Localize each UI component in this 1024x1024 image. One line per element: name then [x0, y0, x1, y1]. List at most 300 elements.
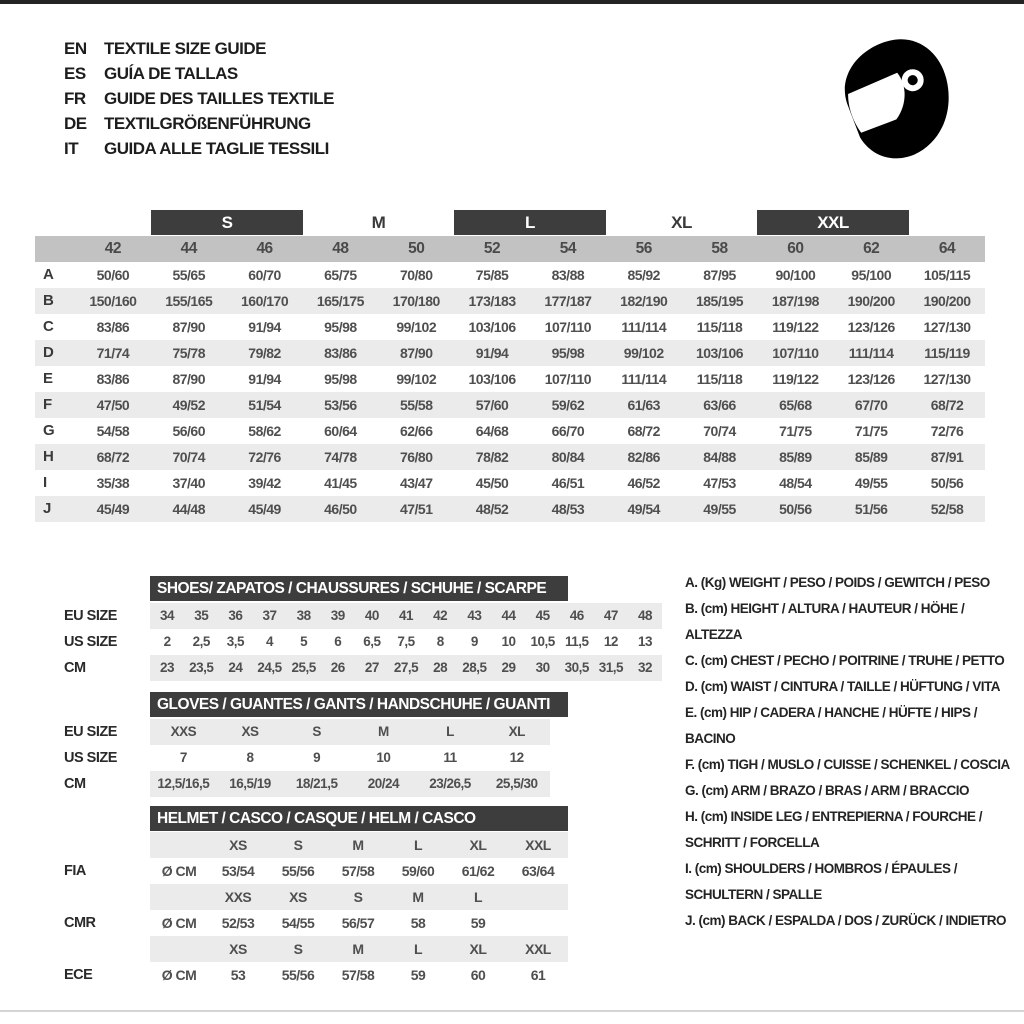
helmet-value: 58 [410, 915, 426, 931]
measure-value: 185/195 [695, 293, 744, 309]
measure-value: 56/60 [172, 423, 206, 439]
measure-value: 60/70 [248, 267, 281, 283]
measure-value: 46/51 [551, 475, 585, 491]
measure-value: 48/54 [779, 475, 812, 491]
measure-value: 177/187 [544, 293, 592, 309]
measure-value: 39/42 [248, 475, 281, 491]
size-number: 42 [104, 240, 122, 257]
gloves-value: 11 [443, 750, 457, 765]
measure-value: 127/130 [923, 371, 971, 387]
measure-value: 91/94 [248, 371, 281, 387]
measure-value: 99/102 [623, 345, 664, 361]
measure-value: 70/74 [703, 423, 736, 439]
measure-value: 173/183 [468, 293, 516, 309]
measure-row [35, 496, 985, 522]
measure-value: 119/122 [772, 371, 819, 387]
row-letter: F [43, 396, 53, 413]
helmet-value: 61 [530, 967, 546, 983]
gloves-value: 12 [509, 750, 524, 765]
shoes-value: 47 [603, 608, 618, 623]
measure-value: 150/160 [89, 293, 137, 309]
measure-value: 103/106 [468, 371, 516, 387]
measure-value: 49/54 [627, 501, 660, 517]
measure-row [35, 262, 985, 288]
helmet-value [508, 910, 568, 936]
helmet-value: 59 [470, 915, 486, 931]
helmet-value: 59/60 [401, 863, 435, 879]
measure-value: 115/118 [696, 371, 743, 387]
shoes-value: 3,5 [226, 634, 244, 649]
gloves-labels [64, 719, 117, 797]
gloves-row [150, 771, 550, 797]
shoes-value: 28 [433, 660, 448, 675]
shoes-value: 35 [194, 608, 209, 623]
measure-value: 41/45 [324, 475, 357, 491]
helmet-size: S [353, 889, 363, 905]
measure-value: 44/48 [172, 501, 206, 517]
shoes-value: 9 [470, 634, 478, 649]
language-title: TEXTILGRÖßENFÜHRUNG [104, 114, 311, 133]
measure-value: 99/102 [396, 319, 437, 335]
measure-value: 65/75 [324, 267, 357, 283]
measure-value: 55/58 [399, 397, 433, 413]
language-row [64, 36, 334, 61]
helmet-size: S [293, 837, 303, 853]
gloves-row [150, 719, 550, 745]
shoes-value: 30,5 [564, 660, 589, 675]
measure-value: 63/66 [703, 397, 736, 413]
measure-value: 91/94 [248, 319, 281, 335]
size-number: 58 [711, 240, 728, 257]
shoes-value: 45 [535, 608, 550, 623]
size-group-xxl: XXL [757, 210, 909, 235]
diameter-unit-label: Ø CM [161, 863, 197, 879]
top-border-line [0, 0, 1024, 4]
helmet-size: S [293, 941, 303, 957]
measure-value: 54/58 [96, 423, 130, 439]
measure-value: 47/51 [399, 501, 433, 517]
shoes-row-label: EU SIZE [64, 608, 117, 624]
measure-value: 83/86 [96, 371, 130, 387]
measure-value: 72/76 [248, 449, 281, 465]
measure-value: 91/94 [475, 345, 509, 361]
measure-value: 105/115 [923, 267, 971, 283]
shoes-section-title: SHOES/ ZAPATOS / CHAUSSURES / SCHUHE / SCARPE [150, 576, 568, 601]
measure-value: 70/74 [172, 449, 206, 465]
helmet-value: 55/56 [281, 967, 315, 983]
measure-value: 95/98 [324, 319, 357, 335]
shoes-value: 46 [569, 608, 584, 623]
measure-value: 85/89 [779, 449, 812, 465]
language-code: FR [64, 89, 86, 108]
measure-value: 45/50 [475, 475, 509, 491]
measure-value: 71/75 [779, 423, 812, 439]
helmet-standard-label: FIA [64, 863, 86, 879]
gloves-value: 10 [376, 750, 391, 765]
unit-spacer [150, 884, 208, 910]
helmet-value: 56/57 [341, 915, 375, 931]
helmet-size: M [352, 941, 364, 957]
measure-value: 49/55 [854, 475, 888, 491]
measurement-legend [685, 570, 1015, 934]
shoes-value: 43 [467, 608, 482, 623]
size-number: 62 [863, 240, 880, 257]
shoes-row-label: US SIZE [64, 634, 117, 650]
measure-row [35, 444, 985, 470]
helmet-size-row [150, 884, 568, 910]
measure-value: 59/62 [551, 397, 585, 413]
measure-value: 51/56 [854, 501, 888, 517]
helmet-size: XXL [525, 941, 551, 957]
measure-value: 103/106 [695, 345, 744, 361]
gloves-value: L [446, 724, 454, 739]
language-code: DE [64, 114, 87, 133]
measure-value: 111/114 [848, 345, 894, 361]
measure-value: 48/52 [475, 501, 509, 517]
measure-value: 107/110 [772, 345, 819, 361]
measure-value: 190/200 [847, 293, 895, 309]
language-code: IT [64, 139, 79, 158]
helmet-size: XL [469, 837, 487, 853]
shoes-value: 40 [364, 608, 379, 623]
helmet-value: 52/53 [221, 915, 255, 931]
gloves-value: XS [241, 724, 259, 739]
helmet-value-row [150, 858, 568, 884]
helmet-rows [150, 832, 568, 988]
bottom-border-line [0, 1010, 1024, 1012]
measure-value: 52/58 [930, 501, 964, 517]
measure-row [35, 288, 985, 314]
shoes-value: 24,5 [257, 660, 282, 675]
measure-value: 87/90 [172, 319, 206, 335]
measure-value: 190/200 [923, 293, 971, 309]
measure-value: 58/62 [248, 423, 281, 439]
gloves-value: 7 [179, 750, 187, 765]
measure-value: 75/78 [172, 345, 206, 361]
measure-row [35, 340, 985, 366]
size-group-header [35, 210, 985, 236]
measure-value: 37/40 [172, 475, 206, 491]
size-number: 60 [787, 240, 804, 257]
language-list [64, 36, 334, 161]
measure-value: 80/84 [551, 449, 585, 465]
shoes-value: 42 [433, 608, 448, 623]
measure-value: 165/175 [316, 293, 364, 309]
shoes-value: 29 [501, 660, 516, 675]
measure-value: 50/56 [930, 475, 964, 491]
shoes-value: 7,5 [397, 634, 415, 649]
measure-value: 62/66 [399, 423, 433, 439]
shoes-value: 10 [501, 634, 516, 649]
size-number: 46 [256, 240, 273, 257]
helmet-standard-label: ECE [64, 967, 93, 983]
measure-value: 46/52 [627, 475, 660, 491]
language-title: TEXTILE SIZE GUIDE [104, 39, 266, 58]
measure-value: 119/122 [772, 319, 819, 335]
shoes-row [150, 655, 662, 681]
shoes-value: 6 [334, 634, 342, 649]
measure-value: 49/55 [703, 501, 736, 517]
helmet-size: L [473, 889, 483, 905]
measure-value: 74/78 [324, 449, 357, 465]
measure-value: 87/90 [172, 371, 206, 387]
shoes-value: 27,5 [393, 660, 419, 675]
helmet-value: 53 [230, 967, 246, 983]
helmet-size: L [413, 837, 423, 853]
measure-value: 85/89 [854, 449, 888, 465]
measure-value: 49/52 [172, 397, 206, 413]
shoes-value: 27 [364, 660, 379, 675]
helmet-value: 55/56 [281, 863, 315, 879]
legend-item: F. (cm) TIGH / MUSLO / CUISSE / SCHENKEL / COSCIA [685, 757, 1010, 772]
shoes-value: 6,5 [363, 634, 381, 649]
measure-row [35, 470, 985, 496]
size-group-xl: XL [671, 213, 692, 232]
gloves-rows [150, 719, 550, 797]
language-row [64, 86, 334, 111]
measure-value: 60/64 [324, 423, 357, 439]
gloves-section-title: GLOVES / GUANTES / GANTS / HANDSCHUHE / GUANTI [150, 692, 568, 717]
measure-value: 50/56 [779, 501, 812, 517]
measure-row [35, 418, 985, 444]
size-number: 52 [483, 240, 501, 257]
helmet-size: L [413, 941, 423, 957]
measure-value: 68/72 [627, 423, 660, 439]
gloves-value: 9 [313, 750, 321, 765]
gloves-row [150, 745, 550, 771]
helmet-size: XXL [525, 837, 551, 853]
helmet-size: XL [469, 941, 487, 957]
helmet-value: 53/54 [221, 863, 255, 879]
shoes-value: 2 [163, 634, 171, 649]
size-number: 64 [938, 240, 956, 257]
helmet-value-row [150, 962, 568, 988]
shoes-value: 28,5 [462, 660, 487, 675]
measure-value: 87/90 [399, 345, 433, 361]
shoes-value: 38 [296, 608, 311, 623]
gloves-row-label: CM [64, 776, 86, 792]
measure-value: 87/95 [703, 267, 736, 283]
language-title: GUIDA ALLE TAGLIE TESSILI [104, 139, 329, 158]
shoes-value: 2,5 [192, 634, 210, 649]
shoes-value: 24 [228, 660, 243, 675]
language-title: GUÍA DE TALLAS [104, 64, 238, 83]
measure-value: 48/53 [551, 501, 585, 517]
measure-value: 78/82 [475, 449, 509, 465]
measure-value: 47/53 [703, 475, 736, 491]
gloves-value: 20/24 [367, 776, 399, 791]
measure-row [35, 314, 985, 340]
language-row [64, 111, 334, 136]
shoes-value: 39 [330, 608, 345, 623]
measure-value: 79/82 [248, 345, 281, 361]
helmet-size: XXS [224, 889, 252, 905]
language-code: ES [64, 64, 86, 83]
legend-item: J. (cm) BACK / ESPALDA / DOS / ZURÜCK / INDIETRO [685, 913, 1007, 928]
legend-item: C. (cm) CHEST / PECHO / POITRINE / TRUHE / PETTO [685, 653, 1005, 668]
measure-value: 70/80 [399, 267, 433, 283]
measure-value: 65/68 [779, 397, 812, 413]
unit-spacer [150, 832, 208, 858]
helmet-value: 61/62 [461, 863, 495, 879]
language-row [64, 136, 334, 161]
helmet-size-row [150, 832, 568, 858]
shoes-value: 23,5 [189, 660, 214, 675]
size-group-m: M [371, 213, 386, 232]
shoes-value: 12 [603, 634, 618, 649]
main-size-table [35, 210, 985, 522]
measure-value: 68/72 [96, 449, 130, 465]
size-number-row [35, 236, 985, 262]
measure-value: 67/70 [854, 397, 888, 413]
legend-item: H. (cm) INSIDE LEG / ENTREPIERNA / FOURCHE / SCHRITT / FORCELLA [685, 809, 983, 850]
measure-value: 123/126 [847, 319, 895, 335]
shoes-value: 44 [501, 608, 516, 623]
shoes-value: 8 [436, 634, 444, 649]
row-letter: B [43, 292, 54, 309]
measure-value: 51/54 [248, 397, 281, 413]
shoes-value: 48 [638, 608, 653, 623]
shoes-value: 37 [262, 608, 277, 623]
shoes-value: 13 [638, 634, 653, 649]
helmet-size-row [150, 936, 568, 962]
shoes-value: 26 [330, 660, 345, 675]
gloves-row-label: US SIZE [64, 750, 117, 766]
measure-value: 187/198 [771, 293, 819, 309]
measure-value: 123/126 [847, 371, 895, 387]
shoes-row-label: CM [64, 660, 86, 676]
legend-item: E. (cm) HIP / CADERA / HANCHE / HÜFTE / HIPS / BACINO [685, 705, 978, 746]
shoes-value: 34 [160, 608, 175, 623]
diameter-unit-label: Ø CM [161, 915, 197, 931]
measure-value: 182/190 [620, 293, 668, 309]
measure-value: 35/38 [96, 475, 130, 491]
legend-item: I. (cm) SHOULDERS / HOMBROS / ÉPAULES / SCHULTERN / SPALLE [685, 861, 958, 902]
helmet-value-row [150, 910, 568, 936]
helmet-size: XS [229, 837, 247, 853]
gloves-value: 16,5/19 [229, 776, 271, 791]
helmet-value: 60 [470, 967, 486, 983]
gloves-value: 12,5/16,5 [157, 776, 210, 791]
measure-value: 103/106 [468, 319, 516, 335]
shoes-row [150, 629, 662, 655]
unit-spacer [150, 936, 208, 962]
measure-value: 45/49 [248, 501, 281, 517]
measure-value: 82/86 [627, 449, 660, 465]
helmet-size: M [412, 889, 424, 905]
size-group-l: L [454, 210, 606, 235]
measure-value: 95/98 [324, 371, 357, 387]
measure-value: 83/88 [551, 267, 585, 283]
legend-item: D. (cm) WAIST / CINTURA / TAILLE / HÜFTUNG / VITA [685, 679, 1000, 694]
measure-value: 50/60 [96, 267, 130, 283]
measure-value: 85/92 [627, 267, 660, 283]
measure-value: 84/88 [703, 449, 736, 465]
helmet-standard-label: CMR [64, 915, 96, 931]
measure-value: 55/65 [172, 267, 206, 283]
gloves-value: 8 [246, 750, 254, 765]
shoes-labels [64, 603, 117, 681]
measure-value: 90/100 [775, 267, 816, 283]
row-letter: J [43, 500, 52, 517]
measure-value: 127/130 [923, 319, 971, 335]
language-row [64, 61, 334, 86]
shoes-value: 31,5 [598, 660, 624, 675]
size-number: 54 [559, 240, 576, 257]
size-number: 56 [635, 240, 652, 257]
measure-row [35, 392, 985, 418]
measure-value: 115/118 [696, 319, 743, 335]
measure-value: 71/74 [96, 345, 130, 361]
legend-item: G. (cm) ARM / BRAZO / BRAS / ARM / BRACCIO [685, 783, 969, 798]
letter-spacer [35, 236, 75, 262]
helmet-size: XS [289, 889, 307, 905]
measure-value: 76/80 [399, 449, 433, 465]
helmet-value: 57/58 [341, 967, 375, 983]
shoes-value: 36 [228, 608, 243, 623]
helmet-size: M [352, 837, 364, 853]
measure-value: 87/91 [930, 449, 964, 465]
row-letter: G [43, 422, 55, 439]
measure-value: 57/60 [475, 397, 509, 413]
measure-value: 72/76 [930, 423, 964, 439]
measure-value: 95/100 [851, 267, 892, 283]
row-letter: C [43, 318, 54, 335]
legend-item: B. (cm) HEIGHT / ALTURA / HAUTEUR / HÖHE / ALTEZZA [685, 601, 965, 642]
helmet-value: 63/64 [521, 863, 555, 879]
size-group-s: S [151, 210, 303, 235]
measure-value: 115/119 [924, 345, 970, 361]
measure-value: 75/85 [475, 267, 509, 283]
shoes-row [150, 603, 662, 629]
language-title: GUIDE DES TAILLES TEXTILE [104, 89, 334, 108]
shoes-value: 32 [638, 660, 653, 675]
measure-value: 45/49 [96, 501, 130, 517]
measure-value: 43/47 [399, 475, 433, 491]
helmet-value: 57/58 [341, 863, 375, 879]
shoes-value: 30 [535, 660, 550, 675]
gloves-value: S [312, 724, 321, 739]
shoes-value: 41 [399, 608, 414, 623]
shoes-rows [150, 603, 662, 681]
helmet-value: 54/55 [281, 915, 315, 931]
measure-row [35, 366, 985, 392]
diameter-unit-label: Ø CM [161, 967, 197, 983]
measure-value: 53/56 [324, 397, 357, 413]
measure-value: 95/98 [551, 345, 585, 361]
gloves-value: XXS [170, 724, 197, 739]
measure-value: 107/110 [544, 371, 592, 387]
measure-value: 83/86 [324, 345, 357, 361]
measure-value: 83/86 [96, 319, 130, 335]
measure-value: 71/75 [854, 423, 888, 439]
measure-value: 68/72 [930, 397, 964, 413]
gloves-value: 23/26,5 [429, 776, 471, 791]
gloves-value: M [377, 724, 389, 739]
helmet-size [508, 884, 568, 910]
helmet-section-title: HELMET / CASCO / CASQUE / HELM / CASCO [150, 806, 568, 831]
main-table-rows [35, 262, 985, 522]
helmet-size: XS [229, 941, 247, 957]
measure-value: 111/114 [621, 319, 667, 335]
gloves-value: XL [508, 724, 525, 739]
row-letter: D [43, 344, 54, 361]
gloves-value: 25,5/30 [495, 776, 538, 791]
shoes-value: 4 [265, 634, 273, 649]
shoes-value: 23 [160, 660, 175, 675]
gloves-row-label: EU SIZE [64, 724, 117, 740]
measure-value: 155/165 [165, 293, 213, 309]
